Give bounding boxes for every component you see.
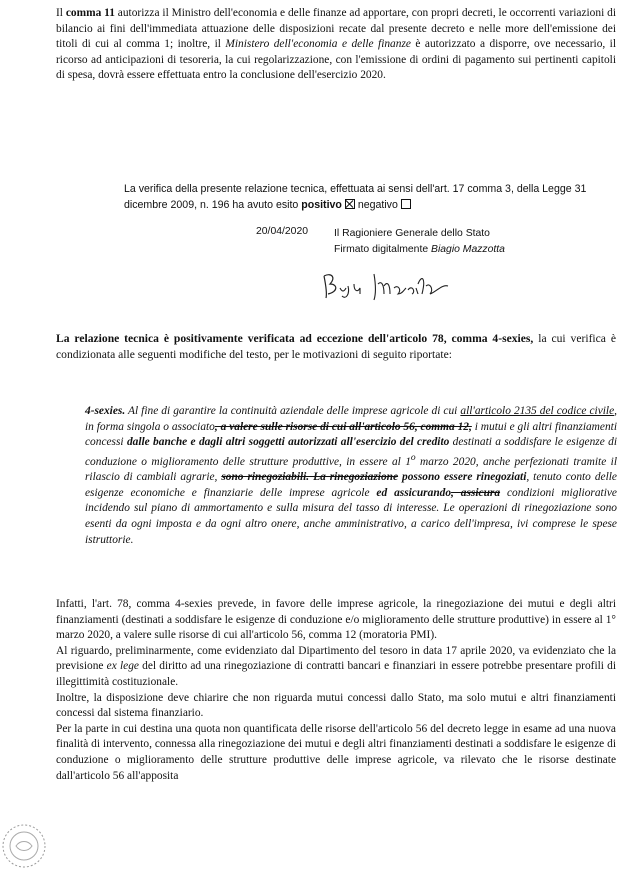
paragraph-inoltre: Inoltre, la disposizione deve chiarire che non riguarda mutui concessi dallo Stato, ma solo mutui e altri finanziamenti concessi dal sistema finanziario. (56, 691, 616, 720)
verification-statement (124, 182, 624, 213)
text-struck: sono rinegoziabili. La rinegoziazione (221, 471, 399, 484)
paragraph-per-la-parte: Per la parte in cui destina una quota non quantificata delle risorse dell'articolo 56 del decreto legge in esame ad una nuova finalità di intervento, connessa alla rinegoziazione dei mutui e degli altri finanziamenti destinati a soddisfare le esigenze di conduzione o miglioramento delle strutture produttive delle imprese agricole, va rilevato che le risorse destinate dall'articolo 56 all'apposita (56, 722, 616, 782)
verification-text: La verifica della presente relazione tecnica, effettuata ai sensi dell'art. 17 comma 3, della Legge 31 dicembre 2009, n. 196 ha avuto esito (124, 183, 587, 211)
text: , tenuto conto delle esigenze economiche e finanziarie delle imprese agricole (85, 471, 617, 499)
text: marzo 2020, anche perfezionati tramite il rilascio di cambiali agrarie, (85, 455, 618, 484)
superscript: o (410, 452, 416, 463)
text: condizioni migliorative incidendo sul piano di ammortamento e sulla misura del tasso di interesse. Le operazioni di rinegoziazione sono esenti da ogni imposta e da ogni altro onere, anche amministrativo, a carico dell'impresa, ivi comprese le spese istruttorie. (85, 486, 617, 546)
checkbox-empty-icon (401, 199, 411, 209)
text: Al fine di garantire la continuità aziendale delle imprese agricole di cui (125, 405, 461, 417)
paragraph-comma-11 (56, 6, 616, 84)
negativo-label: negativo (357, 198, 398, 211)
signed-prefix: Firmato digitalmente (334, 243, 429, 255)
text-italic: Ministero dell'economia e delle finanze (225, 38, 411, 51)
handwritten-signature-icon (318, 264, 468, 304)
text-bold: possono essere rinegoziati (402, 471, 527, 484)
text-struck: , a valere sulle risorse di cui all'articolo 56, comma 12, (214, 420, 472, 433)
text: del diritto ad una rinegoziazione di contratti bancari e finanziari in essere potrebbe presentare profili di illegittimità costituzionale. (56, 660, 617, 688)
paragraph-al-riguardo (56, 644, 616, 691)
text: i mutui e gli altri finanziamenti concessi (85, 420, 617, 449)
signed-line (334, 242, 505, 258)
text-italic: ex lege (106, 660, 139, 673)
heading-rest: la cui verifica è condizionata alle seguenti modifiche del testo, per le motivazioni di seguito riportate: (56, 332, 616, 361)
signer-role: Il Ragioniere Generale dello Stato (334, 228, 490, 239)
text: autorizza il Ministro dell'economia e delle finanze ad apportare, con propri decreti, le occorrenti variazioni di bilancio ai fini dell'immediata attuazione delle disposizioni recate dal presente decreto e nelle more dell'emissione dei titoli di cui al comma 1; inoltre, il (56, 7, 616, 51)
checkbox-checked-icon (345, 199, 355, 209)
text: è autorizzato a disporre, ove necessario, il ricorso ad anticipazioni di tesoreria, la cui regolarizzazione, con l'emissione di ordini di pagamento sui pertinenti capitoli di spesa, dovrà essere effettuata entro la conclusione dell'esercizio 2020. (56, 38, 617, 82)
positivo-label: positivo (301, 198, 342, 211)
signer-name: Biagio Mazzotta (431, 243, 505, 255)
text: , in forma singola o associato (85, 405, 617, 433)
text-underlined: all'articolo 2135 del codice civile (460, 405, 615, 417)
body-paragraphs (56, 597, 616, 784)
paragraph-infatti: Infatti, l'art. 78, comma 4-sexies prevede, in favore delle imprese agricole, la rinegoziazione dei mutui e degli altri finanziamenti (destinati a soddisfare le esigenze di conduzione e/o miglioramento delle strutture produttive) in essere al 1° marzo 2020, a valere sulle risorse di cui all'articolo 56, comma 12 (moratoria PMI). (56, 598, 616, 642)
text-bold: comma 11 (65, 7, 115, 19)
seal-stamp-icon (0, 822, 48, 870)
text-bold: ed assicurando (376, 486, 452, 499)
heading-relazione (56, 331, 616, 362)
amend-label: 4-sexies. (85, 405, 126, 417)
amendment-4-sexies (85, 404, 617, 548)
text-bold: dalle banche e dagli altri soggetti autorizzati all'esercizio del credito (126, 436, 450, 449)
text: Il (56, 7, 66, 19)
text: destinati a soddisfare le esigenze di conduzione o miglioramento delle strutture produttive, in essere al 1 (85, 436, 617, 468)
text: Al riguardo, preliminarmente, come evidenziato dal Dipartimento del tesoro in data 17 aprile 2020, va evidenziato che la previsione (56, 644, 616, 673)
heading-bold: La relazione tecnica è positivamente verificata ad eccezione dell'articolo 78, comma 4-sexies, (56, 332, 534, 345)
signature-block (334, 226, 505, 257)
signature-date: 20/04/2020 (256, 226, 309, 237)
text-struck: , assicura (451, 486, 501, 499)
